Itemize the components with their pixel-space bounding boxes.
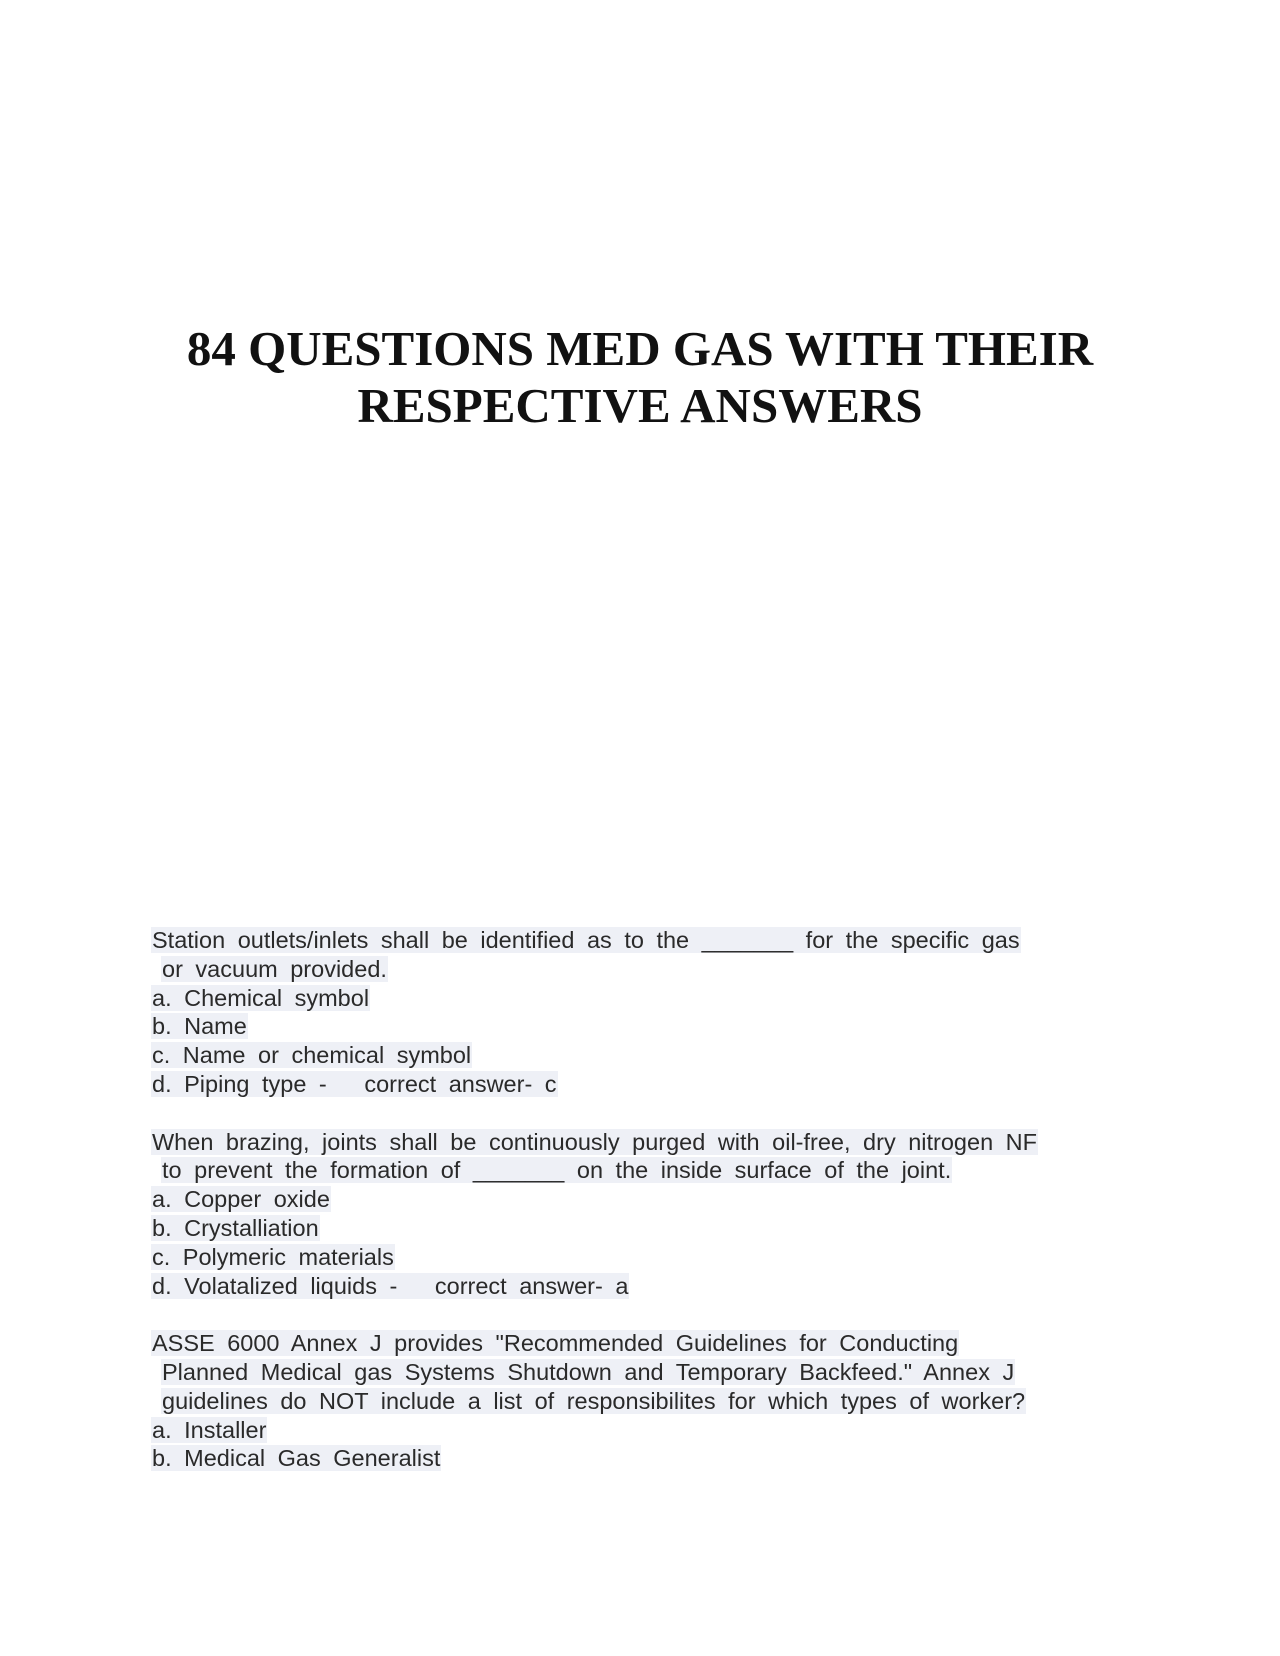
question-stem-line: ASSE 6000 Annex J provides "Recommended Guidelines for Conducting [152,1330,959,1357]
question-stem-line: When brazing, joints shall be continuously purged with oil-free, dry nitrogen NF [152,1128,1038,1155]
question-stem-line: Planned Medical gas Systems Shutdown and Temporary Backfeed." Annex J [162,1358,1015,1385]
answer-option: c. Polymeric materials [152,1243,394,1270]
answer-option: c. Name or chemical symbol [152,1042,472,1069]
document-title [140,320,1140,434]
question-stem-line: guidelines do NOT include a list of responsibilites for which types of worker? [162,1387,1026,1414]
question-block [151,1329,1151,1473]
answer-option: b. Medical Gas Generalist [152,1445,441,1472]
answer-option: b. Crystalliation [152,1214,319,1241]
answer-option: a. Installer [152,1416,267,1443]
answer-option-with-correct-answer: d. Piping type - correct answer- c [152,1070,557,1097]
title-line-1: 84 QUESTIONS MED GAS WITH THEIR [186,321,1094,376]
question-block [151,1128,1151,1301]
answer-option-with-correct-answer: d. Volatalized liquids - correct answer- a [152,1272,629,1299]
answer-option: a. Copper oxide [152,1186,330,1213]
question-block [151,926,1151,1099]
spacer [151,1300,1151,1329]
question-stem-line: Station outlets/inlets shall be identified as to the _______ for the specific gas [152,927,1020,953]
title-line-2: RESPECTIVE ANSWERS [357,378,923,433]
question-list [151,926,1151,1473]
question-stem-line: to prevent the formation of _______ on the inside surface of the joint. [162,1157,952,1184]
answer-option: b. Name [152,1013,247,1040]
answer-option: a. Chemical symbol [152,984,370,1011]
question-stem-line: or vacuum provided. [162,955,387,982]
spacer [151,1099,1151,1128]
